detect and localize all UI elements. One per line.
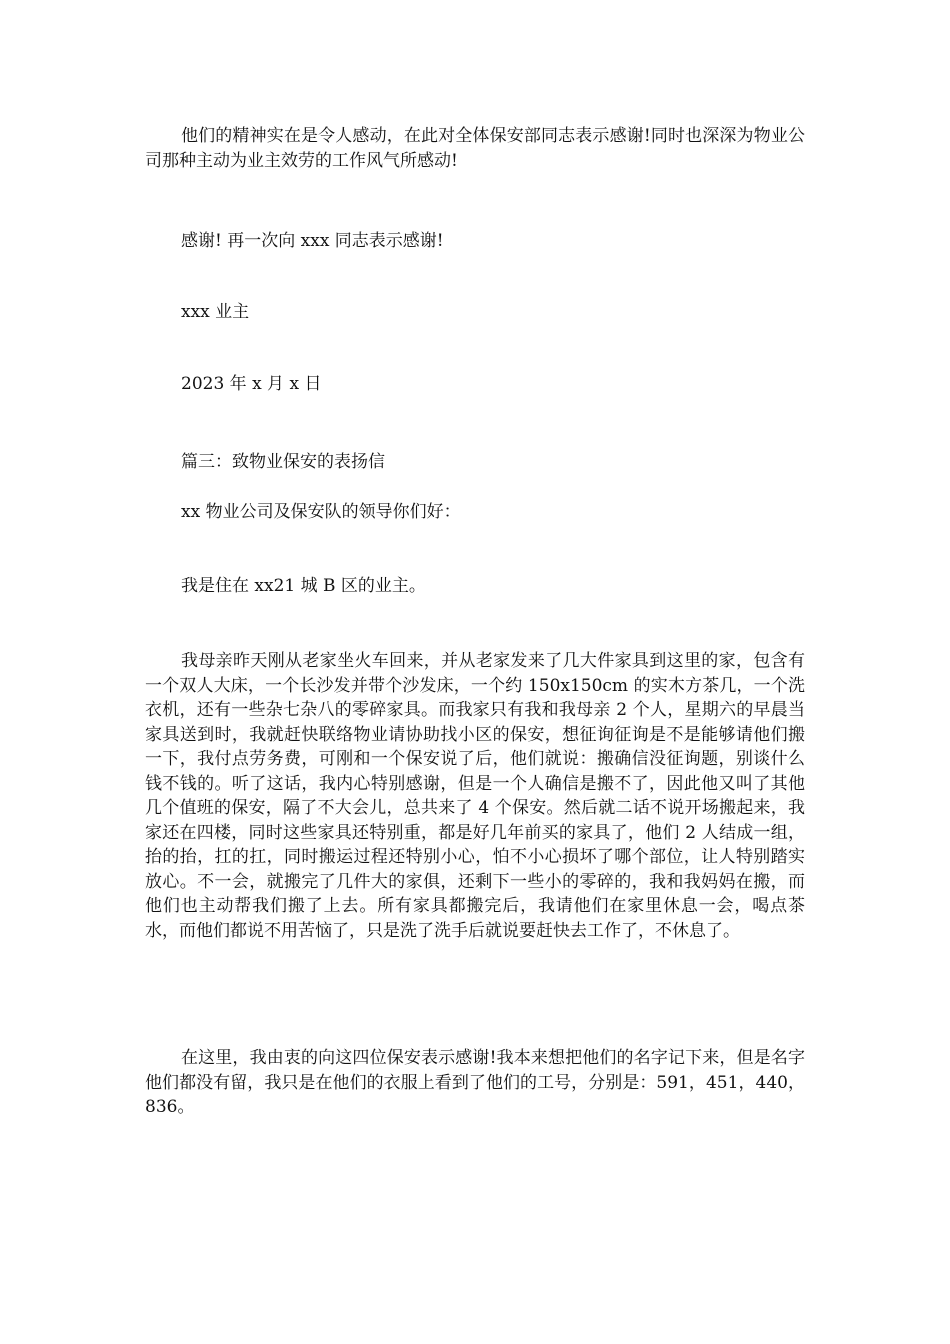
paragraph-thanks-again: 感谢! 再一次向 xxx 同志表示感谢! — [181, 231, 444, 251]
paragraph-closing: 在这里，我由衷的向这四位保安表示感谢!我本来想把他们的名字记下来，但是名字他们都没有留，我只是在他们的衣服上看到了他们的工号，分别是：591，451，440，836。 — [145, 1048, 805, 1117]
paragraph-intro: 我是住在 xx21 城 B 区的业主。 — [181, 576, 426, 596]
paragraph-story: 我母亲昨天刚从老家坐火车回来，并从老家发来了几大件家具到这里的家，包含有一个双人大床，一个长沙发并带个沙发床，一个约 150x150cm 的实木方茶几，一个洗衣机，还有一些杂七杂八的零碎家具。而我家只有我和我母亲 2 个人，星期六的早晨当家具送到时，我就赶快联络物业请协助找小区的保安，想征询征询是不是能够请他们搬一下，我付点劳务费，可刚和一个保安说了后，他们就说：搬确信没征询题，别谈什么钱不钱的。听了这话，我内心特别感谢，但是一个人确信是搬不了，因此他又叫了其他几个值班的保安，隔了不大会儿，总共来了 4 个保安。然后就二话不说开场搬起来，我家还在四楼，同时这些家具还特别重，都是好几年前买的家具了，他们 2 人结成一组，抬的抬，扛的扛，同时搬运过程还特别小心，怕不小心损坏了哪个部位，让人特别踏实放心。不一会，就搬完了几件大的家俱，还剩下一些小的零碎的，我和我妈妈在搬，而他们也主动帮我们搬了上去。所有家具都搬完后，我请他们在家里休息一会，喝点茶水，而他们都说不用苦恼了，只是洗了洗手后就说要赶快去工作了，不休息了。 — [145, 651, 805, 941]
section-title: 篇三：致物业保安的表扬信 — [181, 452, 385, 472]
paragraph-thanks-spirit: 他们的精神实在是令人感动，在此对全体保安部同志表示感谢!同时也深深为物业公司那种主动为业主效劳的工作风气所感动! — [145, 126, 805, 171]
salutation: xx 物业公司及保安队的领导你们好： — [181, 502, 461, 522]
signature-date: 2023 年 x 月 x 日 — [181, 374, 322, 394]
signature-owner: xxx 业主 — [181, 302, 250, 322]
